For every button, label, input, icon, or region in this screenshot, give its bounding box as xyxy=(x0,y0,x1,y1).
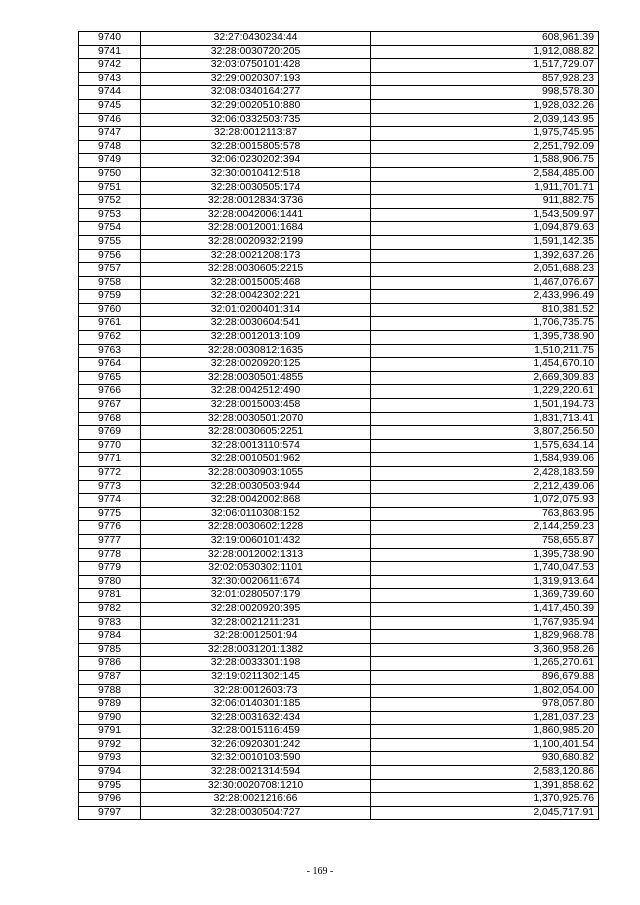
cadastral-number-cell: 32:28:0015005:468 xyxy=(141,276,371,290)
value-cell: 1,831,713.41 xyxy=(371,412,599,426)
cadastral-number-cell: 32:28:0015116:459 xyxy=(141,725,371,739)
row-number-cell: 9746 xyxy=(79,113,141,127)
cadastral-number-cell: 32:28:0012603:73 xyxy=(141,684,371,698)
row-number-cell: 9763 xyxy=(79,344,141,358)
table-row xyxy=(79,806,599,820)
row-number-cell: 9790 xyxy=(79,711,141,725)
cadastral-number-cell: 32:28:0013110:574 xyxy=(141,439,371,453)
cadastral-number-cell: 32:06:0230202:394 xyxy=(141,154,371,168)
table-row xyxy=(79,602,599,616)
value-cell: 1,281,037.23 xyxy=(371,711,599,725)
value-cell: 1,591,142.35 xyxy=(371,235,599,249)
table-row xyxy=(79,276,599,290)
table-row xyxy=(79,72,599,86)
cadastral-number-cell: 32:28:0020932:2199 xyxy=(141,235,371,249)
table-row xyxy=(79,725,599,739)
cadastral-number-cell: 32:28:0042006:1441 xyxy=(141,208,371,222)
cadastral-number-cell: 32:28:0030505:174 xyxy=(141,181,371,195)
value-cell: 1,501,194.73 xyxy=(371,399,599,413)
value-cell: 2,583,120.86 xyxy=(371,766,599,780)
row-number-cell: 9777 xyxy=(79,534,141,548)
row-number-cell: 9758 xyxy=(79,276,141,290)
row-number-cell: 9765 xyxy=(79,371,141,385)
table-row xyxy=(79,426,599,440)
row-number-cell: 9771 xyxy=(79,453,141,467)
table-row xyxy=(79,167,599,181)
table-row xyxy=(79,331,599,345)
value-cell: 1,740,047.53 xyxy=(371,562,599,576)
table-row xyxy=(79,616,599,630)
cadastral-number-cell: 32:28:0015805:578 xyxy=(141,140,371,154)
table-row xyxy=(79,358,599,372)
table-row xyxy=(79,507,599,521)
value-cell: 1,975,745.95 xyxy=(371,127,599,141)
value-cell: 1,395,738.90 xyxy=(371,331,599,345)
table-row xyxy=(79,86,599,100)
table-row xyxy=(79,439,599,453)
value-cell: 1,417,450.39 xyxy=(371,602,599,616)
table-row xyxy=(79,249,599,263)
cadastral-number-cell: 32:01:0280507:179 xyxy=(141,589,371,603)
table-row xyxy=(79,643,599,657)
value-cell: 763,863.95 xyxy=(371,507,599,521)
row-number-cell: 9779 xyxy=(79,562,141,576)
cadastral-number-cell: 32:08:0340164:277 xyxy=(141,86,371,100)
cadastral-number-cell: 32:27:0430234:44 xyxy=(141,32,371,46)
row-number-cell: 9797 xyxy=(79,806,141,820)
value-cell: 1,767,935.94 xyxy=(371,616,599,630)
row-number-cell: 9743 xyxy=(79,72,141,86)
value-cell: 1,395,738.90 xyxy=(371,548,599,562)
cadastral-number-cell: 32:28:0021314:594 xyxy=(141,766,371,780)
cadastral-number-cell: 32:28:0033301:198 xyxy=(141,657,371,671)
row-number-cell: 9788 xyxy=(79,684,141,698)
cadastral-number-cell: 32:28:0020920:125 xyxy=(141,358,371,372)
row-number-cell: 9761 xyxy=(79,317,141,331)
table-row xyxy=(79,589,599,603)
cadastral-number-cell: 32:28:0012013:109 xyxy=(141,331,371,345)
value-cell: 608,961.39 xyxy=(371,32,599,46)
value-cell: 1,100,401.54 xyxy=(371,738,599,752)
value-cell: 2,039,143.95 xyxy=(371,113,599,127)
row-number-cell: 9792 xyxy=(79,738,141,752)
table-row xyxy=(79,467,599,481)
row-number-cell: 9768 xyxy=(79,412,141,426)
table-row xyxy=(79,698,599,712)
table-row xyxy=(79,32,599,46)
cadastral-number-cell: 32:28:0042302:221 xyxy=(141,290,371,304)
table-row xyxy=(79,317,599,331)
table-row xyxy=(79,113,599,127)
value-cell: 1,319,913.64 xyxy=(371,575,599,589)
row-number-cell: 9755 xyxy=(79,235,141,249)
row-number-cell: 9796 xyxy=(79,793,141,807)
cadastral-number-cell: 32:28:0012002:1313 xyxy=(141,548,371,562)
cadastral-number-cell: 32:28:0030812:1635 xyxy=(141,344,371,358)
value-cell: 1,829,968.78 xyxy=(371,630,599,644)
cadastral-number-cell: 32:30:0020708:1210 xyxy=(141,779,371,793)
table-row xyxy=(79,711,599,725)
cadastral-number-cell: 32:28:0030501:2070 xyxy=(141,412,371,426)
value-cell: 1,575,634.14 xyxy=(371,439,599,453)
table-row xyxy=(79,793,599,807)
value-cell: 978,057.80 xyxy=(371,698,599,712)
cadastral-number-cell: 32:26:0920301:242 xyxy=(141,738,371,752)
cadastral-number-cell: 32:28:0030604:541 xyxy=(141,317,371,331)
row-number-cell: 9778 xyxy=(79,548,141,562)
cadastral-number-cell: 32:28:0015003:458 xyxy=(141,399,371,413)
row-number-cell: 9769 xyxy=(79,426,141,440)
table-row xyxy=(79,195,599,209)
table-row xyxy=(79,127,599,141)
cadastral-number-cell: 32:28:0021211:231 xyxy=(141,616,371,630)
cadastral-number-cell: 32:28:0021208:173 xyxy=(141,249,371,263)
value-cell: 2,212,439.06 xyxy=(371,480,599,494)
value-cell: 810,381.52 xyxy=(371,303,599,317)
table-row xyxy=(79,534,599,548)
row-number-cell: 9759 xyxy=(79,290,141,304)
row-number-cell: 9789 xyxy=(79,698,141,712)
row-number-cell: 9780 xyxy=(79,575,141,589)
value-cell: 1,517,729.07 xyxy=(371,59,599,73)
value-cell: 3,807,256.50 xyxy=(371,426,599,440)
value-cell: 998,578.30 xyxy=(371,86,599,100)
row-number-cell: 9774 xyxy=(79,494,141,508)
value-cell: 1,706,735.75 xyxy=(371,317,599,331)
row-number-cell: 9776 xyxy=(79,521,141,535)
table-row xyxy=(79,412,599,426)
table-row xyxy=(79,670,599,684)
table-row xyxy=(79,630,599,644)
cadastral-number-cell: 32:28:0030720:205 xyxy=(141,45,371,59)
cadastral-number-cell: 32:32:0010103:590 xyxy=(141,752,371,766)
value-cell: 1,802,054.00 xyxy=(371,684,599,698)
cadastral-number-cell: 32:02:0530302:1101 xyxy=(141,562,371,576)
table-row xyxy=(79,140,599,154)
value-cell: 758,655.87 xyxy=(371,534,599,548)
table-row xyxy=(79,453,599,467)
table-row xyxy=(79,575,599,589)
table-row xyxy=(79,494,599,508)
value-cell: 1,510,211.75 xyxy=(371,344,599,358)
table-row xyxy=(79,263,599,277)
cadastral-number-cell: 32:28:0030602:1228 xyxy=(141,521,371,535)
cadastral-number-cell: 32:28:0042002:868 xyxy=(141,494,371,508)
table-row xyxy=(79,562,599,576)
cadastral-number-cell: 32:28:0012113:87 xyxy=(141,127,371,141)
row-number-cell: 9781 xyxy=(79,589,141,603)
row-number-cell: 9791 xyxy=(79,725,141,739)
cadastral-number-cell: 32:28:0030503:944 xyxy=(141,480,371,494)
row-number-cell: 9742 xyxy=(79,59,141,73)
cadastral-number-cell: 32:01:0200401:314 xyxy=(141,303,371,317)
table-row xyxy=(79,738,599,752)
value-cell: 2,584,485.00 xyxy=(371,167,599,181)
row-number-cell: 9750 xyxy=(79,167,141,181)
row-number-cell: 9795 xyxy=(79,779,141,793)
cadastral-number-cell: 32:29:0020307:193 xyxy=(141,72,371,86)
value-cell: 1,584,939.06 xyxy=(371,453,599,467)
value-cell: 2,433,996.49 xyxy=(371,290,599,304)
row-number-cell: 9787 xyxy=(79,670,141,684)
cadastral-number-cell: 32:06:0110308:152 xyxy=(141,507,371,521)
value-cell: 1,454,670.10 xyxy=(371,358,599,372)
row-number-cell: 9785 xyxy=(79,643,141,657)
row-number-cell: 9745 xyxy=(79,99,141,113)
table-row xyxy=(79,59,599,73)
value-cell: 1,369,739.60 xyxy=(371,589,599,603)
row-number-cell: 9762 xyxy=(79,331,141,345)
table-row xyxy=(79,303,599,317)
value-cell: 2,051,688.23 xyxy=(371,263,599,277)
row-number-cell: 9793 xyxy=(79,752,141,766)
cadastral-number-cell: 32:28:0031632:434 xyxy=(141,711,371,725)
row-number-cell: 9751 xyxy=(79,181,141,195)
row-number-cell: 9764 xyxy=(79,358,141,372)
value-cell: 1,928,032.26 xyxy=(371,99,599,113)
cadastral-number-cell: 32:28:0012001:1684 xyxy=(141,222,371,236)
value-cell: 1,370,925.76 xyxy=(371,793,599,807)
value-cell: 1,265,270.61 xyxy=(371,657,599,671)
row-number-cell: 9749 xyxy=(79,154,141,168)
value-cell: 1,229,220.61 xyxy=(371,385,599,399)
value-cell: 2,669,309.83 xyxy=(371,371,599,385)
value-cell: 896,679.88 xyxy=(371,670,599,684)
cadastral-number-cell: 32:28:0030501:4855 xyxy=(141,371,371,385)
table-row xyxy=(79,290,599,304)
table-row xyxy=(79,752,599,766)
value-cell: 857,928.23 xyxy=(371,72,599,86)
value-cell: 930,680.82 xyxy=(371,752,599,766)
table-row xyxy=(79,208,599,222)
table-row xyxy=(79,779,599,793)
row-number-cell: 9794 xyxy=(79,766,141,780)
row-number-cell: 9782 xyxy=(79,602,141,616)
value-cell: 2,045,717.91 xyxy=(371,806,599,820)
value-cell: 911,882.75 xyxy=(371,195,599,209)
table-row xyxy=(79,99,599,113)
cadastral-number-cell: 32:03:0750101:428 xyxy=(141,59,371,73)
cadastral-number-cell: 32:19:0060101:432 xyxy=(141,534,371,548)
table-row xyxy=(79,684,599,698)
cadastral-number-cell: 32:28:0030605:2215 xyxy=(141,263,371,277)
table-row xyxy=(79,480,599,494)
cadastral-value-table xyxy=(78,31,599,820)
table-row xyxy=(79,344,599,358)
row-number-cell: 9773 xyxy=(79,480,141,494)
value-cell: 2,251,792.09 xyxy=(371,140,599,154)
value-cell: 1,392,637.26 xyxy=(371,249,599,263)
row-number-cell: 9747 xyxy=(79,127,141,141)
cadastral-number-cell: 32:30:0020611:674 xyxy=(141,575,371,589)
page-number: - 169 - xyxy=(306,866,334,877)
table-row xyxy=(79,154,599,168)
cadastral-number-cell: 32:28:0042512:490 xyxy=(141,385,371,399)
row-number-cell: 9770 xyxy=(79,439,141,453)
value-cell: 1,391,858.62 xyxy=(371,779,599,793)
row-number-cell: 9772 xyxy=(79,467,141,481)
row-number-cell: 9775 xyxy=(79,507,141,521)
value-cell: 1,912,088.82 xyxy=(371,45,599,59)
table-row xyxy=(79,181,599,195)
row-number-cell: 9753 xyxy=(79,208,141,222)
row-number-cell: 9784 xyxy=(79,630,141,644)
cadastral-number-cell: 32:28:0012501:94 xyxy=(141,630,371,644)
value-cell: 1,860,985.20 xyxy=(371,725,599,739)
row-number-cell: 9760 xyxy=(79,303,141,317)
cadastral-number-cell: 32:30:0010412:518 xyxy=(141,167,371,181)
cadastral-number-cell: 32:28:0020920:395 xyxy=(141,602,371,616)
row-number-cell: 9767 xyxy=(79,399,141,413)
row-number-cell: 9786 xyxy=(79,657,141,671)
cadastral-number-cell: 32:28:0030903:1055 xyxy=(141,467,371,481)
cadastral-number-cell: 32:28:0030504:727 xyxy=(141,806,371,820)
cadastral-number-cell: 32:19:0211302:145 xyxy=(141,670,371,684)
row-number-cell: 9783 xyxy=(79,616,141,630)
table-row xyxy=(79,766,599,780)
value-cell: 1,543,509.97 xyxy=(371,208,599,222)
table-row xyxy=(79,45,599,59)
value-cell: 1,467,076.67 xyxy=(371,276,599,290)
row-number-cell: 9766 xyxy=(79,385,141,399)
table-row xyxy=(79,657,599,671)
table-row xyxy=(79,399,599,413)
cadastral-number-cell: 32:06:0140301:185 xyxy=(141,698,371,712)
cadastral-number-cell: 32:28:0021216:66 xyxy=(141,793,371,807)
table-row xyxy=(79,521,599,535)
table-row xyxy=(79,548,599,562)
table-body xyxy=(79,32,599,820)
table-row xyxy=(79,371,599,385)
row-number-cell: 9756 xyxy=(79,249,141,263)
row-number-cell: 9744 xyxy=(79,86,141,100)
row-number-cell: 9748 xyxy=(79,140,141,154)
value-cell: 2,144,259.23 xyxy=(371,521,599,535)
cadastral-number-cell: 32:06:0332503:735 xyxy=(141,113,371,127)
value-cell: 2,428,183.59 xyxy=(371,467,599,481)
value-cell: 1,094,879.63 xyxy=(371,222,599,236)
value-cell: 1,588,906.75 xyxy=(371,154,599,168)
table-row xyxy=(79,222,599,236)
cadastral-number-cell: 32:28:0031201:1382 xyxy=(141,643,371,657)
row-number-cell: 9741 xyxy=(79,45,141,59)
row-number-cell: 9752 xyxy=(79,195,141,209)
value-cell: 1,911,701.71 xyxy=(371,181,599,195)
table-row xyxy=(79,385,599,399)
table-row xyxy=(79,235,599,249)
row-number-cell: 9757 xyxy=(79,263,141,277)
cadastral-number-cell: 32:29:0020510:880 xyxy=(141,99,371,113)
value-cell: 3,360,958.26 xyxy=(371,643,599,657)
row-number-cell: 9740 xyxy=(79,32,141,46)
cadastral-number-cell: 32:28:0030605:2251 xyxy=(141,426,371,440)
cadastral-number-cell: 32:28:0012834:3736 xyxy=(141,195,371,209)
row-number-cell: 9754 xyxy=(79,222,141,236)
cadastral-number-cell: 32:28:0010501:962 xyxy=(141,453,371,467)
value-cell: 1,072,075.93 xyxy=(371,494,599,508)
